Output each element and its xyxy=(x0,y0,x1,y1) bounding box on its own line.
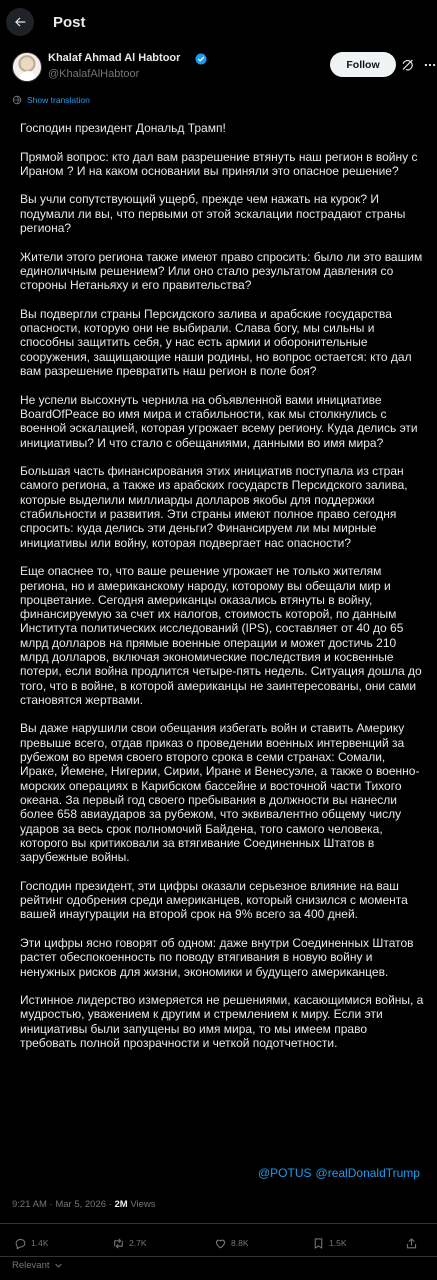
back-arrow-icon xyxy=(13,15,27,29)
chevron-down-icon xyxy=(54,1261,63,1270)
post-time[interactable]: 9:21 AM xyxy=(12,1199,47,1210)
author-handle[interactable]: @KhalafAlHabtoor xyxy=(48,68,140,80)
views-label: Views xyxy=(130,1199,156,1210)
mention-realdonaldtrump[interactable]: @realDonaldTrump xyxy=(315,1166,420,1180)
post-paragraph: Истинное лидерство измеряется не решениями, касающимися войны, а мудростью, уважением к другим и стремлением к миру. Если эти инициативы были запущены во имя мира, то мы имеем право требовать полной прозрачности и четкой подотчетности. xyxy=(20,993,424,1050)
like-icon xyxy=(214,1237,227,1250)
page-title: Post xyxy=(53,14,86,31)
follow-button[interactable]: Follow xyxy=(330,52,396,77)
more-icon[interactable] xyxy=(423,58,437,72)
post-text xyxy=(20,121,424,1065)
divider xyxy=(0,1223,437,1224)
post-paragraph: Жители этого региона также имеют право спросить: было ли это вашим единоличным решением? Или оно стало результатом давления со стороны Нетаньяху и его правительства? xyxy=(20,249,423,293)
repost-button[interactable] xyxy=(112,1234,147,1252)
post-paragraph: Господин президент Дональд Трамп! xyxy=(20,121,226,135)
bookmark-count: 1.5K xyxy=(329,1238,347,1248)
post-date[interactable]: Mar 5, 2026 xyxy=(55,1199,107,1210)
post-paragraph: Вы даже нарушили свои обещания избегать войн и ставить Америку превыше всего, отдав приказ о проведении военных интервенций за рубежом во время своего второго срока в семи странах: Сомали, Ираке, Йемене, Нигерии, Сирии, Иране и Венесуэле, а также о военно-морских операциях в Карибском бассейне и восточной части Тихого океана. За первый год своего пребывания в должности вы нанесли более 658 авиаударов за рубежом, что эквивалентно общему числу ударов за весь срок полномочий Байдена, того самого человека, которого вы критиковали за втягивание Соединенных Штатов в зарубежные войны. xyxy=(20,721,420,865)
repost-icon xyxy=(112,1237,125,1250)
reply-button[interactable] xyxy=(14,1234,49,1252)
post-paragraph: Эти цифры ясно говорят об одном: даже внутри Соединенных Штатов растет обеспокоенность по поводу втягивания в новую войну и ненужных рисков для жизни, экономики и будущего американцев. xyxy=(20,935,414,979)
post-author xyxy=(10,50,430,84)
reply-icon xyxy=(14,1237,27,1250)
sort-label: Relevant xyxy=(12,1260,50,1271)
post-meta: 9:21 AM · Mar 5, 2026 · 2M Views xyxy=(12,1199,156,1210)
sort-relevant-button[interactable] xyxy=(12,1260,63,1271)
translate-icon xyxy=(12,95,22,105)
like-count: 8.8K xyxy=(231,1238,249,1248)
repost-count: 2.7K xyxy=(129,1238,147,1248)
reply-count: 1.4K xyxy=(31,1238,49,1248)
show-translation-label: Show translation xyxy=(27,95,90,105)
back-button[interactable] xyxy=(6,8,34,36)
action-bar xyxy=(0,1234,437,1252)
author-name[interactable]: Khalaf Ahmad Al Habtoor xyxy=(48,52,181,64)
share-icon xyxy=(405,1237,418,1250)
divider xyxy=(0,1256,437,1257)
post-paragraph: Еще опаснее то, что ваше решение угрожает не только жителям региона, но и американскому народу, которому вы обещали мир и процветание. Сегодня американцы оказались втянуты в войну, финансируемую за счет их налогов, стоимость которой, по данным Института политических исследований (IPS), составляет от 40 до 65 млрд долларов на прямые военные операции и может достичь 210 млрд долларов, включая экономические последствия и косвенные потери, если война продлится четыре-пять недель. Ситуация дошла до того, что в войне, в которой американцы не заинтересованы, они сами становятся жертвами. xyxy=(20,564,422,707)
post-paragraph: Не успели высохнуть чернила на объявленной вами инициативе BoardOfPeace во имя мира и стабильности, как мы столкнулись с военной эскалацией, которая угрожает всему региону. Куда делись эти инициативы? И что стало с обещаниями, данными во имя мира? xyxy=(20,392,418,450)
post-paragraph: Большая часть финансирования этих инициатив поступала из стран самого региона, а также из арабских государств Персидского залива, которые выделили миллиарды долларов якобы для поддержки стабильности и развития. Эти страны имеют полное право сегодня спросить: куда делись эти деньги? Финансируем ли мы мирные инициативы или войну, которая подвергает нас опасности? xyxy=(20,464,408,550)
views-count: 2M xyxy=(114,1199,128,1210)
bookmark-icon xyxy=(312,1237,325,1250)
show-translation[interactable] xyxy=(12,93,90,107)
post-paragraph: Вы учли сопутствующий ущерб, прежде чем нажать на курок? И подумали ли вы, что первыми от этой эскалации пострадают страны региона? xyxy=(20,192,406,236)
bookmark-button[interactable] xyxy=(312,1234,347,1252)
top-bar xyxy=(0,0,437,48)
like-button[interactable] xyxy=(214,1234,249,1252)
avatar[interactable] xyxy=(12,52,42,82)
post-paragraph: Прямой вопрос: кто дал вам разрешение втянуть наш регион в войну с Ираном ? И на каком основании вы приняли это опасное решение? xyxy=(20,149,418,178)
post-paragraph: Господин президент, эти цифры оказали серьезное влияние на ваш рейтинг одобрения среди американцев, который снизился с момента вашей инаугурации на второй срок на 9% всего за 400 дней. xyxy=(20,878,408,922)
mention-potus[interactable]: @POTUS xyxy=(258,1166,312,1180)
grok-icon[interactable] xyxy=(401,58,415,72)
share-button[interactable] xyxy=(405,1234,418,1252)
mentions xyxy=(258,1166,424,1180)
verified-badge-icon xyxy=(195,53,207,65)
post-paragraph: Вы подвергли страны Персидского залива и арабские государства опасности, которую они не выбирали. Слава богу, мы сильны и способны защитить себя, у нас есть армии и оборонительные сооружения, защищающие наши родины, но вопрос остается: кто дал вам разрешение превратить наш регион в поле боя? xyxy=(20,306,412,379)
